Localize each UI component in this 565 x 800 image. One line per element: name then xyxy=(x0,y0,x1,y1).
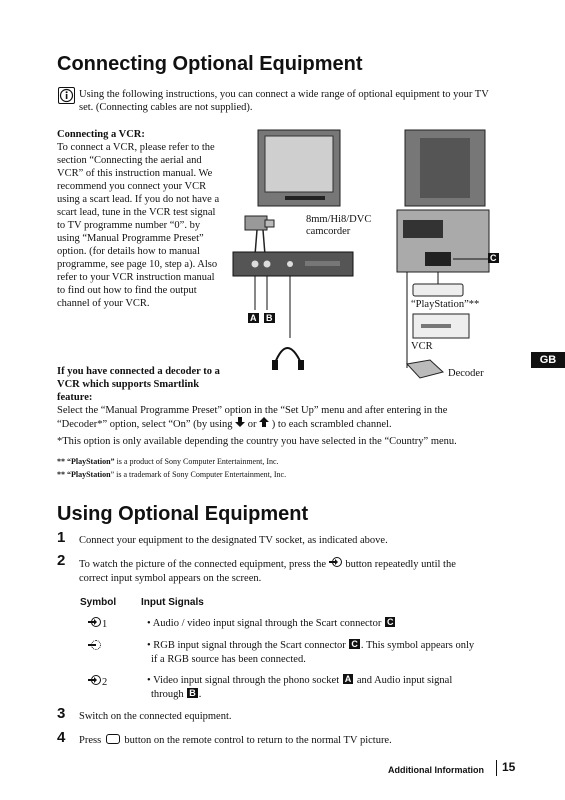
decoder-heading: If you have connected a decoder to a VCR which supports Smartlink feature: xyxy=(57,366,220,403)
step-1-text: Connect your equipment to the designated TV socket, as indicated above. xyxy=(79,535,388,546)
section-title-using: Using Optional Equipment xyxy=(57,503,309,525)
symbol-input-2: 2 xyxy=(88,675,107,689)
step-2-text: To watch the picture of the connected equipment, press the button repeatedly until the correct input symbol appears on the screen. xyxy=(79,559,456,584)
section-title-connecting: Connecting Optional Equipment xyxy=(57,53,363,75)
badge-c: C xyxy=(386,617,394,627)
scart-panel-drawing xyxy=(397,210,489,272)
signal-row-1: • Audio / video input signal through the Scart connector C xyxy=(147,617,394,629)
page-number: 15 xyxy=(502,760,516,774)
badge-b: B xyxy=(189,688,196,698)
footer-section-name: Additional Information xyxy=(388,765,484,775)
step-4-number: 4 xyxy=(57,729,66,746)
vcr-body: To connect a VCR, please refer to the section “Connecting the aerial and VCR” of this instruction manual. We recommend you connect your VCR using a scart lead. If you do not have a scart lead, tune in the VCR test signal to TV programme number “0”. by using “Manual Programme Preset” option. (for details how to manual programme, see page 10, step a). Also refer to your VCR instruction manual to find out how to find the output channel of your VCR. xyxy=(57,142,220,309)
signal-row-3: • Video input signal through the phono socket A and Audio input signal through B . xyxy=(147,674,453,700)
table-header-signals: Input Signals xyxy=(141,597,204,608)
step-1-number: 1 xyxy=(57,529,66,546)
badge-a: A xyxy=(344,674,352,684)
front-panel-drawing xyxy=(233,252,353,276)
step-4-text: Press button on the remote control to return to the normal TV picture. xyxy=(79,735,392,746)
connector-label-b: B xyxy=(266,313,273,323)
vcr-label: VCR xyxy=(411,341,433,352)
decoder-note: *This option is only available depending the country you have selected in the “Country” menu. xyxy=(57,436,457,447)
camcorder-label: 8mm/Hi8/DVC camcorder xyxy=(306,214,372,237)
up-arrow-icon xyxy=(259,419,272,430)
step-3-number: 3 xyxy=(57,705,66,722)
down-arrow-icon xyxy=(235,419,248,430)
rgb-input-icon xyxy=(88,640,102,651)
vcr-drawing xyxy=(413,314,469,338)
intro-text: Using the following instructions, you can connect a wide range of optional equipment to your TV set. (Connecting cables are not supplied). xyxy=(79,89,489,113)
symbol-rgb xyxy=(88,640,102,654)
decoder-drawing xyxy=(407,360,443,378)
camcorder-drawing xyxy=(245,216,274,255)
input-select-icon xyxy=(329,557,343,568)
step-3-text: Switch on the connected equipment. xyxy=(79,711,232,722)
footnote-2: ** “PlayStation” is a trademark of Sony Computer Entertainment, Inc. xyxy=(57,470,287,479)
table-header-symbol: Symbol xyxy=(80,597,117,608)
info-icon xyxy=(58,87,75,104)
symbol-input-1: 1 xyxy=(88,617,107,631)
input-2-icon xyxy=(88,675,102,686)
badge-c: C xyxy=(351,639,358,649)
language-tab: GB xyxy=(531,352,565,368)
playstation-drawing xyxy=(413,284,463,296)
decoder-line2: “Decoder*” option, select “On” (by using or ) to each scrambled channel. xyxy=(57,419,392,430)
tv-front-drawing xyxy=(258,130,340,206)
decoder-line1: Select the “Manual Programme Preset” option in the “Set Up” menu and after entering in the xyxy=(57,405,448,416)
input-1-icon xyxy=(88,617,102,628)
decoder-label: Decoder xyxy=(448,368,484,379)
connection-diagram xyxy=(225,128,525,388)
connector-label-a: A xyxy=(250,313,257,323)
signal-row-2: • RGB input signal through the Scart connector C . This symbol appears only if a RGB source has been connected. xyxy=(147,639,475,665)
step-2-number: 2 xyxy=(57,552,66,569)
tv-button-icon xyxy=(106,734,120,744)
headphones-drawing xyxy=(272,348,304,370)
vcr-heading: Connecting a VCR: xyxy=(57,129,145,140)
connector-label-c: C xyxy=(490,253,497,263)
diagram-drawing xyxy=(225,128,525,388)
tv-rear-drawing xyxy=(405,130,485,206)
footer-divider xyxy=(496,760,497,776)
footnote-1: ** “PlayStation” is a product of Sony Computer Entertainment, Inc. xyxy=(57,457,279,466)
playstation-label: “PlayStation”** xyxy=(411,299,480,310)
